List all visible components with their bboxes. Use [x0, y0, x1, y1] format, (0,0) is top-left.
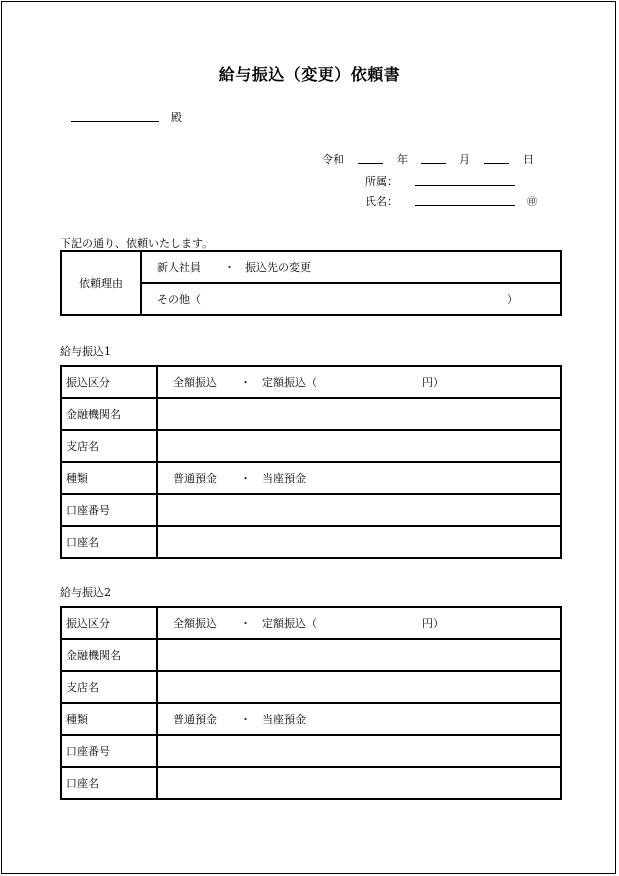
addressee-suffix: 殿: [171, 111, 182, 124]
reason-options-cell[interactable]: [141, 251, 561, 283]
addressee-line[interactable]: [71, 121, 159, 122]
account-kind-cell[interactable]: [157, 462, 561, 494]
section2-heading: 給与振込2: [60, 586, 111, 599]
bank-name-field[interactable]: [157, 639, 561, 671]
reason-other-label: その他（: [157, 293, 201, 306]
date-year-line[interactable]: [358, 163, 383, 164]
transfer-type-cell[interactable]: [157, 366, 561, 398]
account-name-field[interactable]: [157, 526, 561, 558]
branch-name-field[interactable]: [157, 671, 561, 703]
account-number-field[interactable]: [157, 494, 561, 526]
name-label: 氏名：: [365, 195, 398, 208]
reason-option-change[interactable]: 振込先の変更: [245, 261, 311, 274]
kind-current-option[interactable]: 当座預金: [262, 713, 306, 726]
account-name-label: 口座名: [61, 767, 157, 799]
date-day-label: 日: [523, 153, 534, 166]
reason-table: [60, 250, 562, 316]
account-kind-cell[interactable]: [157, 703, 561, 735]
section1-heading: 給与振込1: [60, 345, 111, 358]
account-number-label: 口座番号: [61, 735, 157, 767]
account-kind-label: 種類: [61, 462, 157, 494]
date-day-line[interactable]: [484, 163, 509, 164]
affiliation-line[interactable]: [415, 185, 515, 186]
section1-table: [60, 365, 562, 559]
section2-table: [60, 606, 562, 800]
date-era: 令和: [322, 153, 344, 166]
account-name-label: 口座名: [61, 526, 157, 558]
kind-ordinary-option[interactable]: 普通預金: [173, 713, 217, 726]
bank-name-label: 金融機関名: [61, 398, 157, 430]
name-line[interactable]: [415, 205, 515, 206]
transfer-full-option[interactable]: 全額振込: [173, 376, 217, 389]
date-month-label: 月: [459, 153, 470, 166]
transfer-sep: ・: [240, 617, 251, 630]
transfer-type-cell[interactable]: [157, 607, 561, 639]
bank-name-label: 金融機関名: [61, 639, 157, 671]
transfer-yen: 円）: [422, 617, 444, 630]
branch-name-field[interactable]: [157, 430, 561, 462]
kind-sep: ・: [240, 472, 251, 485]
date-year-label: 年: [397, 153, 408, 166]
kind-current-option[interactable]: 当座預金: [262, 472, 306, 485]
transfer-fixed-option[interactable]: 定額振込（: [262, 617, 317, 630]
affiliation-label: 所属：: [365, 175, 398, 188]
transfer-fixed-option[interactable]: 定額振込（: [262, 376, 317, 389]
request-intro: 下記の通り、依頼いたします。: [60, 237, 214, 250]
kind-ordinary-option[interactable]: 普通預金: [173, 472, 217, 485]
branch-name-label: 支店名: [61, 671, 157, 703]
transfer-full-option[interactable]: 全額振込: [173, 617, 217, 630]
account-name-field[interactable]: [157, 767, 561, 799]
account-kind-label: 種類: [61, 703, 157, 735]
transfer-yen: 円）: [422, 376, 444, 389]
reason-label: 依頼理由: [61, 251, 141, 315]
document-title: 給与振込（変更）依頼書: [218, 65, 401, 84]
reason-sep: ・: [224, 261, 235, 274]
transfer-type-label: 振込区分: [61, 366, 157, 398]
reason-option-new[interactable]: 新人社員: [157, 261, 201, 274]
account-number-label: 口座番号: [61, 494, 157, 526]
transfer-sep: ・: [240, 376, 251, 389]
reason-other-close: ）: [507, 293, 518, 306]
reason-other-cell[interactable]: [141, 283, 561, 315]
date-month-line[interactable]: [421, 163, 446, 164]
branch-name-label: 支店名: [61, 430, 157, 462]
seal-icon: ㊞: [527, 197, 537, 208]
transfer-type-label: 振込区分: [61, 607, 157, 639]
account-number-field[interactable]: [157, 735, 561, 767]
bank-name-field[interactable]: [157, 398, 561, 430]
kind-sep: ・: [240, 713, 251, 726]
